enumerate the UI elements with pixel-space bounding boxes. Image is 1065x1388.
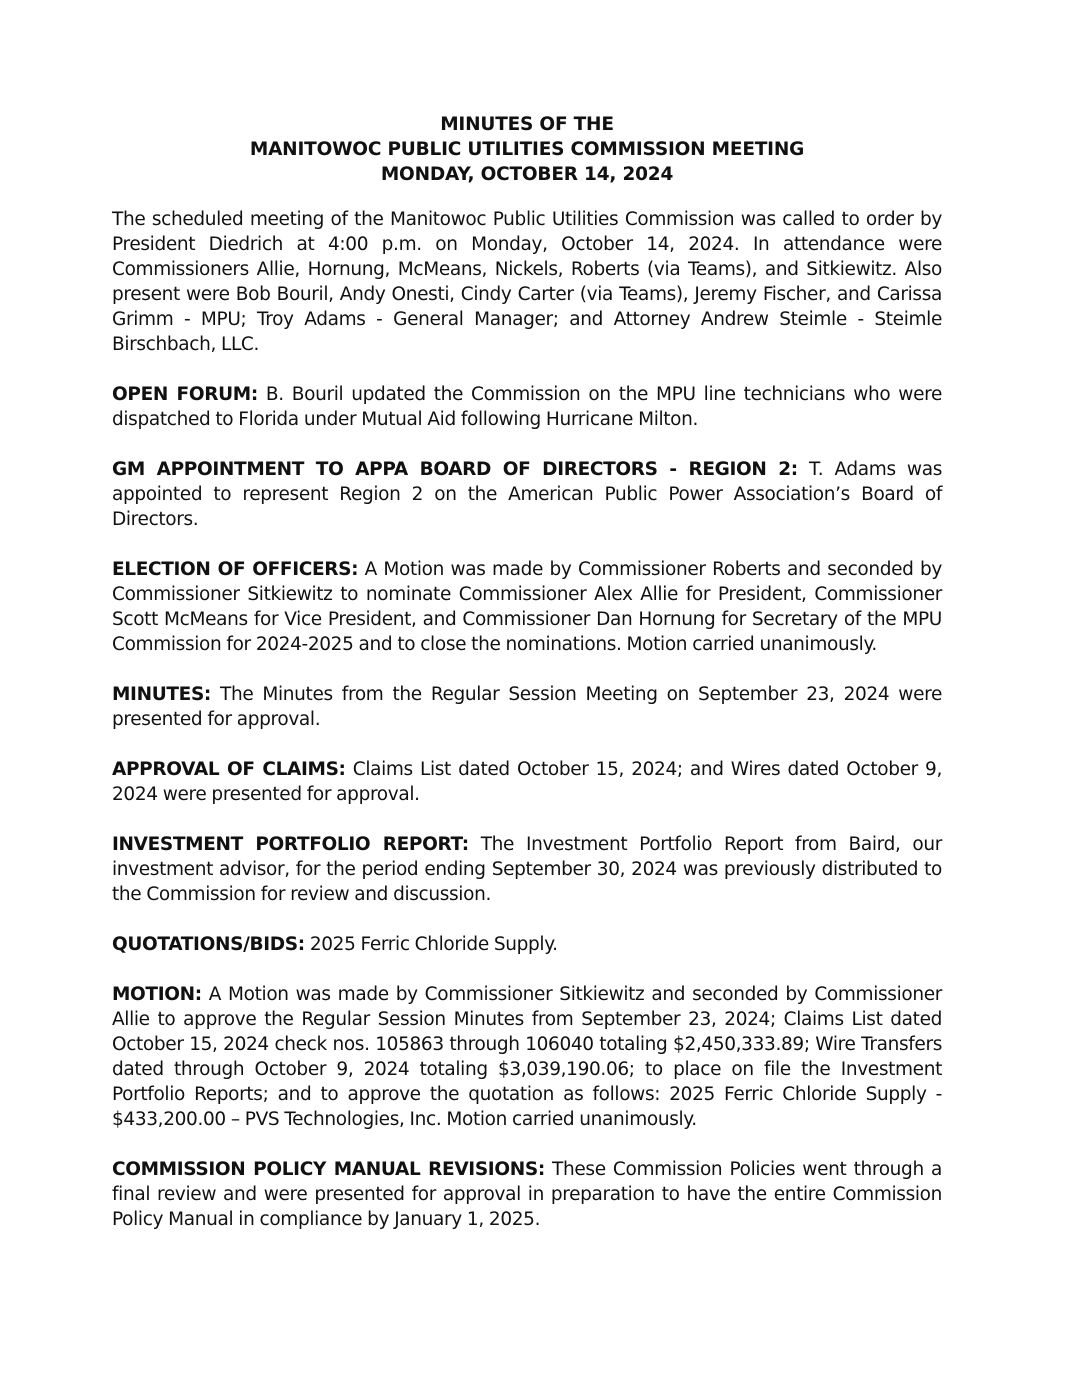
- section-label: OPEN FORUM:: [112, 384, 258, 405]
- header-title-line: MINUTES OF THE: [440, 114, 614, 135]
- section-text: These Commission Policies went through a final review and were presented for approval in preparation to have the entire Commission Policy Manual in compliance by January 1, 2025.: [112, 1159, 942, 1230]
- section-label: MOTION:: [112, 984, 202, 1005]
- section-text: T. Adams was appointed to represent Region 2 on the American Public Power Association’s Board of Directors.: [112, 459, 942, 530]
- section-text: The Minutes from the Regular Session Meeting on September 23, 2024 were presented for approval.: [112, 684, 942, 730]
- section-label: GM APPOINTMENT TO APPA BOARD OF DIRECTORS - REGION 2:: [112, 459, 798, 480]
- section-investment-portfolio-report: [112, 832, 942, 907]
- section-gm-appointment: [112, 457, 942, 532]
- minutes-document: [112, 112, 942, 1257]
- header-meeting-date: MONDAY, OCTOBER 14, 2024: [380, 164, 674, 185]
- section-open-forum: [112, 382, 942, 432]
- section-text: The Investment Portfolio Report from Baird, our investment advisor, for the period ending September 30, 2024 was previously distributed to the Commission for review and discussion.: [112, 834, 943, 905]
- section-text: 2025 Ferric Chloride Supply.: [304, 934, 558, 955]
- section-minutes: [112, 682, 942, 732]
- section-text: Claims List dated October 15, 2024; and Wires dated October 9, 2024 were presented for approval.: [112, 759, 942, 805]
- section-motion: [112, 982, 942, 1132]
- section-label: ELECTION OF OFFICERS:: [112, 559, 359, 580]
- header-commission-name: MANITOWOC PUBLIC UTILITIES COMMISSION MEETING: [249, 139, 805, 160]
- section-quotations-bids: [112, 932, 942, 957]
- section-label: QUOTATIONS/BIDS:: [112, 934, 305, 955]
- section-label: APPROVAL OF CLAIMS:: [112, 759, 346, 780]
- section-election-of-officers: [112, 557, 942, 657]
- section-label: MINUTES:: [112, 684, 211, 705]
- document-header: [112, 112, 942, 187]
- intro-paragraph: The scheduled meeting of the Manitowoc Public Utilities Commission was called to order by President Diedrich at 4:00 p.m. on Monday, October 14, 2024. In attendance were Commissioners Allie, Hornung, McMeans, Nickels, Roberts (via Teams), and Sitkiewitz. Also present were Bob Bouril, Andy Onesti, Cindy Carter (via Teams), Jeremy Fischer, and Carissa Grimm - MPU; Troy Adams - General Manager; and Attorney Andrew Steimle - Steimle Birschbach, LLC.: [112, 209, 942, 355]
- section-approval-of-claims: [112, 757, 942, 807]
- section-label: COMMISSION POLICY MANUAL REVISIONS:: [112, 1159, 545, 1180]
- section-text: A Motion was made by Commissioner Sitkiewitz and seconded by Commissioner Allie to approve the Regular Session Minutes from September 23, 2024; Claims List dated October 15, 2024 check nos. 105863 through 106040 totaling $2,450,333.89; Wire Transfers dated through October 9, 2024 totaling $3,039,190.06; to place on file the Investment Portfolio Reports; and to approve the quotation as follows: 2025 Ferric Chloride Supply - $433,200.00 – PVS Technologies, Inc. Motion carried unanimously.: [112, 984, 942, 1130]
- section-text: A Motion was made by Commissioner Roberts and seconded by Commissioner Sitkiewitz to nominate Commissioner Alex Allie for President, Commissioner Scott McMeans for Vice President, and Commissioner Dan Hornung for Secretary of the MPU Commission for 2024-2025 and to close the nominations. Motion carried unanimously.: [112, 559, 942, 655]
- section-commission-policy-manual-revisions: [112, 1157, 942, 1232]
- section-label: INVESTMENT PORTFOLIO REPORT:: [112, 834, 469, 855]
- section-text: B. Bouril updated the Commission on the MPU line technicians who were dispatched to Florida under Mutual Aid following Hurricane Milton.: [112, 384, 942, 430]
